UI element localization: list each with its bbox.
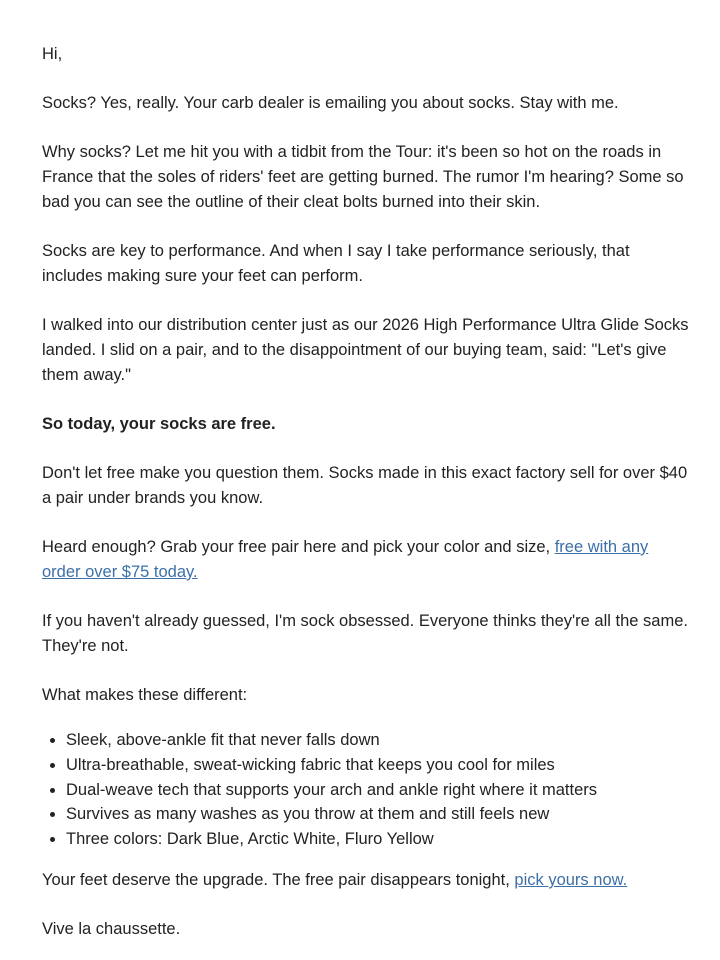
free-offer-link[interactable]: free with any order over $75 today. (42, 538, 649, 581)
list-item: • Three colors: Dark Blue, Arctic White, Fluro Yellow (66, 827, 690, 852)
paragraph-performance: Socks are key to performance. And when I say I take performance seriously, that includes making sure your feet can perform. (42, 242, 630, 285)
paragraph-distribution-center: I walked into our distribution center just as our 2026 High Performance Ultra Glide Socks landed. I slid on a pair, and to the disappointment of our buying team, said: "Let's give them away." (42, 316, 689, 384)
paragraph-upgrade (42, 868, 690, 893)
paragraph-intro: Socks? Yes, really. Your carb dealer is emailing you about socks. Stay with me. (42, 94, 619, 112)
list-item: • Ultra-breathable, sweat-wicking fabric that keeps you cool for miles (66, 753, 690, 778)
list-item: • Survives as many washes as you throw at them and still feels new (66, 802, 690, 827)
list-item: • Dual-weave tech that supports your arch and ankle right where it matters (66, 778, 690, 803)
list-item: • Sleek, above-ankle fit that never falls down (66, 728, 690, 753)
paragraph-features-intro: What makes these different: (42, 686, 248, 704)
features-list (42, 728, 690, 852)
offer-text: Heard enough? Grab your free pair here and pick your color and size, (42, 538, 555, 556)
paragraph-factory: Don't let free make you question them. Socks made in this exact factory sell for over $40 a pair under brands you know. (42, 464, 688, 507)
upgrade-text: Your feet deserve the upgrade. The free pair disappears tonight, (42, 870, 515, 889)
paragraph-offer (42, 535, 690, 585)
greeting: Hi, (42, 45, 63, 63)
pick-yours-link[interactable]: pick yours now. (514, 870, 628, 889)
paragraph-free-socks: So today, your socks are free. (42, 415, 276, 433)
paragraph-sock-obsessed: If you haven't already guessed, I'm sock obsessed. Everyone thinks they're all the same. They're not. (42, 612, 688, 655)
paragraph-why-socks: Why socks? Let me hit you with a tidbit from the Tour: it's been so hot on the roads in France that the soles of riders' feet are getting burned. The rumor I'm hearing? Some so bad you can see the outline of their cleat bolts burned into their skin. (42, 143, 684, 211)
signoff: Vive la chaussette. (42, 919, 181, 938)
